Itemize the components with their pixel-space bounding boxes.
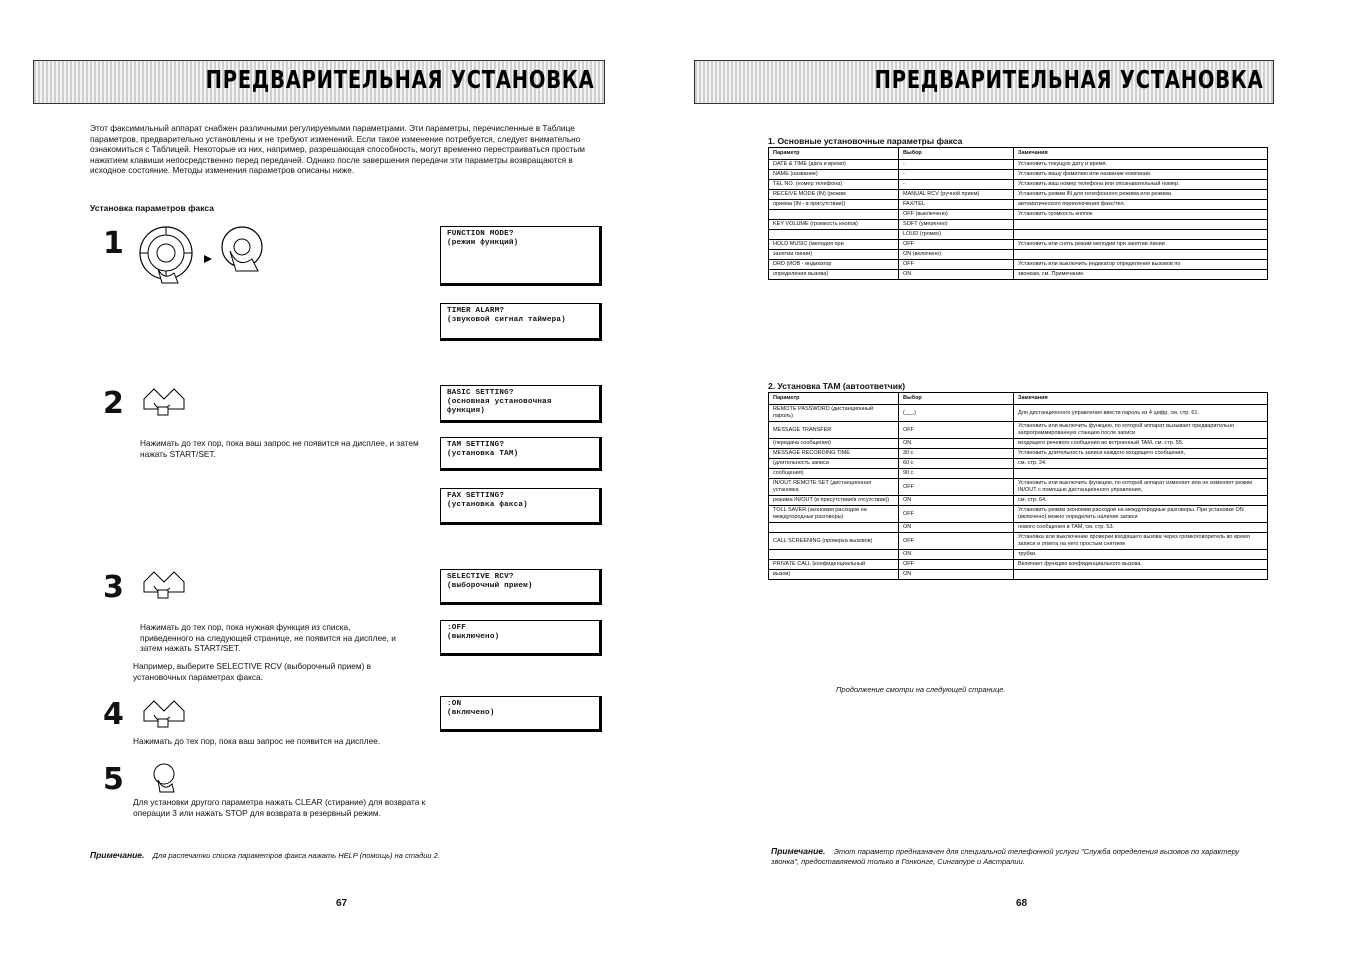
- keypad-dial-icon: [138, 225, 278, 287]
- table-cell: SOFT (умеренно): [899, 220, 1014, 230]
- table-cell: определения вызова): [769, 270, 899, 280]
- table-row: [769, 570, 1268, 580]
- section-banner: [33, 60, 605, 104]
- table-cell: занятии линии): [769, 250, 899, 260]
- tam-settings-table: [768, 392, 1268, 580]
- table-cell: LOUD (громко): [899, 230, 1014, 240]
- table-cell: TEL NO. (номер телефона): [769, 180, 899, 190]
- table-cell: ON: [899, 550, 1014, 560]
- note-text: Этот параметр предназначен для специальной телефонной услуги "Служба определения вызовов по характеру звонка", предоставляемой только в Гонконге, Сингапуре и Австралии.: [771, 847, 1240, 866]
- table-cell: NAME (название): [769, 170, 899, 180]
- table-row: [769, 422, 1268, 439]
- table-cell: OFF: [899, 260, 1014, 270]
- step-number: 4: [103, 697, 124, 732]
- page-number: 68: [1016, 898, 1028, 909]
- table-cell: Установить текущую дату и время.: [1014, 160, 1268, 170]
- table-cell: -: [899, 170, 1014, 180]
- table-cell: [1014, 570, 1268, 580]
- table-row: [769, 180, 1268, 190]
- subheading: Установка параметров факса: [90, 203, 214, 213]
- table-cell: [769, 523, 899, 533]
- step-number: 2: [103, 386, 124, 421]
- table-row: [769, 270, 1268, 280]
- table-row: [769, 190, 1268, 200]
- table-row: [769, 160, 1268, 170]
- table-cell: Установить или выключить функцию, по которой аппарат изменяет или не изменяет режим IN/OUT с помощью дистанционного управления,: [1014, 479, 1268, 496]
- note: [771, 846, 1266, 867]
- table-cell: автоматического переключения факс/тел.: [1014, 200, 1268, 210]
- step-number: 5: [103, 762, 124, 797]
- step-3-example: Например, выберите SELECTIVE RCV (выборочный прием) в установочных параметрах факса.: [133, 661, 372, 682]
- table-cell: см. стр. 24.: [1014, 459, 1268, 469]
- hand-keys-icon: [140, 697, 190, 729]
- hand-keys-icon: [140, 568, 190, 600]
- table-cell: OFF: [899, 240, 1014, 250]
- note: [90, 850, 650, 861]
- table-cell: ON (включено): [899, 250, 1014, 260]
- table-cell: режима IN/OUT (в присутствии/в отсутствии)): [769, 496, 899, 506]
- table-cell: MANUAL RCV (ручной прием): [899, 190, 1014, 200]
- table-cell: [1014, 469, 1268, 479]
- table-cell: 60 с: [899, 459, 1014, 469]
- lcd-display: FAX SETTING? (установка факса): [440, 488, 602, 525]
- step-number: 3: [103, 570, 124, 605]
- page-68: [676, 0, 1351, 954]
- lcd-display: BASIC SETTING? (основная установочная функция): [440, 385, 602, 423]
- table-row: [769, 479, 1268, 496]
- table-cell: OFF (выключено): [899, 210, 1014, 220]
- table-row: [769, 560, 1268, 570]
- table-cell: звонкам, см. Примечание.: [1014, 270, 1268, 280]
- table-row: [769, 550, 1268, 560]
- table-cell: ON: [899, 496, 1014, 506]
- lcd-display: SELECTIVE RCV? (выборочный прием): [440, 569, 602, 605]
- table-cell: [769, 230, 899, 240]
- table-cell: Установить режим IN для телефонного режима или режима: [1014, 190, 1268, 200]
- step-5-text: Для установки другого параметра нажать CLEAR (стирание) для возврата к операции 3 или нажать STOP для возврата в резервный режим.: [133, 797, 426, 818]
- table-row: [769, 220, 1268, 230]
- continued-note: Продолжение смотри на следующей странице.: [836, 685, 1006, 694]
- table-cell: Установить вашу фамилию или название компании.: [1014, 170, 1268, 180]
- table-row: [769, 260, 1268, 270]
- intro-paragraph: Этот факсимильный аппарат снабжен различными регулируемыми параметрами. Эти параметры, перечисленные в Таблице параметров, предварительно установлены и не требуют изменений. Если такое изменение потребуется, следует внимательно ознакомиться с Таблицей. Некоторые из них, например, разрешающая способность, могут временно перестраиваться простым нажатием клавиши непосредственно перед передачей. Однако после завершения передачи эти параметры возвращаются в исходное состояние. Методы изменения параметров описаны ниже.: [90, 123, 585, 175]
- table-cell: приема (IN - в присутствии)): [769, 200, 899, 210]
- table-cell: CALL SCREENING (проверка вызовов): [769, 533, 899, 550]
- table-cell: DRD (ИОВ - индикатор: [769, 260, 899, 270]
- table-cell: нового сообщения в TAM, см. стр. 53.: [1014, 523, 1268, 533]
- table-cell: 30 с: [899, 449, 1014, 459]
- table-row: [769, 405, 1268, 422]
- table-caption: 1. Основные установочные параметры факса: [768, 136, 963, 146]
- table-cell: IN/OUT REMOTE SET (дистанционная установка: [769, 479, 899, 496]
- table-header: Замечания: [1014, 148, 1268, 160]
- note-label: Примечание.: [90, 850, 145, 860]
- lcd-display: :ON (включено): [440, 696, 602, 732]
- table-cell: Для дистанционного управления ввести пароль из 4 цифр, см. стр. 61.: [1014, 405, 1268, 422]
- table-row: [769, 170, 1268, 180]
- banner-title: ПРЕДВАРИТЕЛЬНАЯ УСТАНОВКА: [874, 65, 1263, 94]
- lcd-display: :OFF (выключено): [440, 620, 602, 656]
- table-cell: входящего речевого сообщения во встроенный TAM, см. стр. 55.: [1014, 439, 1268, 449]
- note-text: Для распечатки списка параметров факса нажать HELP (помощь) на стадии 2.: [152, 851, 440, 860]
- table-header: Параметр: [769, 148, 899, 160]
- table-cell: Установить длительность записи каждого входящего сообщения,: [1014, 449, 1268, 459]
- step-2-text: Нажимать до тех пор, пока ваш запрос не появится на дисплее, и затем нажать START/SET.: [140, 438, 419, 459]
- table-cell: трубки.: [1014, 550, 1268, 560]
- table-header: Параметр: [769, 393, 899, 405]
- page-number: 67: [336, 898, 348, 909]
- table-cell: -: [899, 180, 1014, 190]
- table-cell: Установить громкость кнопок: [1014, 210, 1268, 220]
- table-cell: [769, 550, 899, 560]
- table-cell: (___): [899, 405, 1014, 422]
- table-cell: OFF: [899, 479, 1014, 496]
- lcd-display: TAM SETTING? (установка TAM): [440, 437, 602, 471]
- table-cell: Установка или выключение проверки входящего вызова через громкоговоритель во время записи и ответа на него простым снятием: [1014, 533, 1268, 550]
- table-cell: FAX/TEL: [899, 200, 1014, 210]
- table-row: [769, 250, 1268, 260]
- table-row: [769, 230, 1268, 240]
- table-cell: -: [899, 160, 1014, 170]
- table-cell: 90 с: [899, 469, 1014, 479]
- table-cell: PRIVATE CALL (конфиденциальный: [769, 560, 899, 570]
- table-cell: [1014, 230, 1268, 240]
- fax-settings-table: [768, 147, 1268, 280]
- table-cell: Установить или снять режим мелодии при занятии линии: [1014, 240, 1268, 250]
- table-header: Выбор: [899, 393, 1014, 405]
- table-cell: MESSAGE TRANSFER: [769, 422, 899, 439]
- table-row: [769, 523, 1268, 533]
- table-cell: сообщения): [769, 469, 899, 479]
- table-row: [769, 459, 1268, 469]
- table-row: [769, 533, 1268, 550]
- page-67: [0, 0, 675, 954]
- table-cell: (передача сообщения): [769, 439, 899, 449]
- table-row: [769, 506, 1268, 523]
- table-cell: Установить режим экономии расходов на междугородные разговоры. При установке ON (включено) можно определить наличие записи: [1014, 506, 1268, 523]
- table-cell: OFF: [899, 506, 1014, 523]
- table-row: [769, 210, 1268, 220]
- section-banner: [694, 60, 1274, 104]
- table-header: Замечания: [1014, 393, 1268, 405]
- table-cell: ON: [899, 270, 1014, 280]
- table-row: [769, 200, 1268, 210]
- step-number: 1: [103, 226, 124, 261]
- table-cell: TOLL SAVER (экономия расходов на междугородные разговоры): [769, 506, 899, 523]
- table-header: Выбор: [899, 148, 1014, 160]
- table-cell: OFF: [899, 533, 1014, 550]
- table-row: [769, 449, 1268, 459]
- step-4-text: Нажимать до тех пор, пока ваш запрос не появится на дисплее.: [133, 736, 381, 746]
- table-cell: Установить или выключить индикатор определения вызовов по: [1014, 260, 1268, 270]
- table-row: [769, 439, 1268, 449]
- table-cell: (длительность записи: [769, 459, 899, 469]
- table-cell: Включает функцию конфиденциального вызова.: [1014, 560, 1268, 570]
- table-cell: [1014, 250, 1268, 260]
- table-cell: ON: [899, 439, 1014, 449]
- table-cell: HOLD MUSIC (мелодия при: [769, 240, 899, 250]
- table-cell: OFF: [899, 560, 1014, 570]
- table-cell: вызов): [769, 570, 899, 580]
- hand-keys-icon: [140, 385, 190, 417]
- table-cell: ON: [899, 570, 1014, 580]
- table-cell: MESSAGE RECORDING TIME: [769, 449, 899, 459]
- table-cell: DATE & TIME (дата и время): [769, 160, 899, 170]
- table-cell: см. стр. 64.: [1014, 496, 1268, 506]
- table-cell: ON: [899, 523, 1014, 533]
- table-cell: Установить ваш номер телефона или опознавательный номер.: [1014, 180, 1268, 190]
- banner-title: ПРЕДВАРИТЕЛЬНАЯ УСТАНОВКА: [205, 65, 594, 94]
- table-row: [769, 469, 1268, 479]
- table-cell: RECEIVE MODE (IN) (режим: [769, 190, 899, 200]
- table-cell: KEY VOLUME (громкость кнопок): [769, 220, 899, 230]
- table-row: [769, 496, 1268, 506]
- table-row: [769, 240, 1268, 250]
- step-3-text: Нажимать до тех пор, пока нужная функция из списка, приведенного на следующей странице, не появится на дисплее, и затем нажать START/SET.: [140, 622, 396, 653]
- lcd-display: TIMER ALARM? (звуковой сигнал таймера): [440, 303, 602, 341]
- table-cell: Установить или выключить функцию, по которой аппарат вызывает предварительно запрограммированную станцию после записи: [1014, 422, 1268, 439]
- table-cell: OFF: [899, 422, 1014, 439]
- table-cell: REMOTE PASSWORD (дистанционный пароль): [769, 405, 899, 422]
- table-cell: [769, 210, 899, 220]
- table-caption: 2. Установка TAM (автоответчик): [768, 381, 906, 391]
- table-cell: [1014, 220, 1268, 230]
- start-button-icon: [150, 762, 180, 794]
- lcd-display: FUNCTION MODE? (режим функций): [440, 226, 602, 286]
- note-label: Примечание.: [771, 846, 826, 856]
